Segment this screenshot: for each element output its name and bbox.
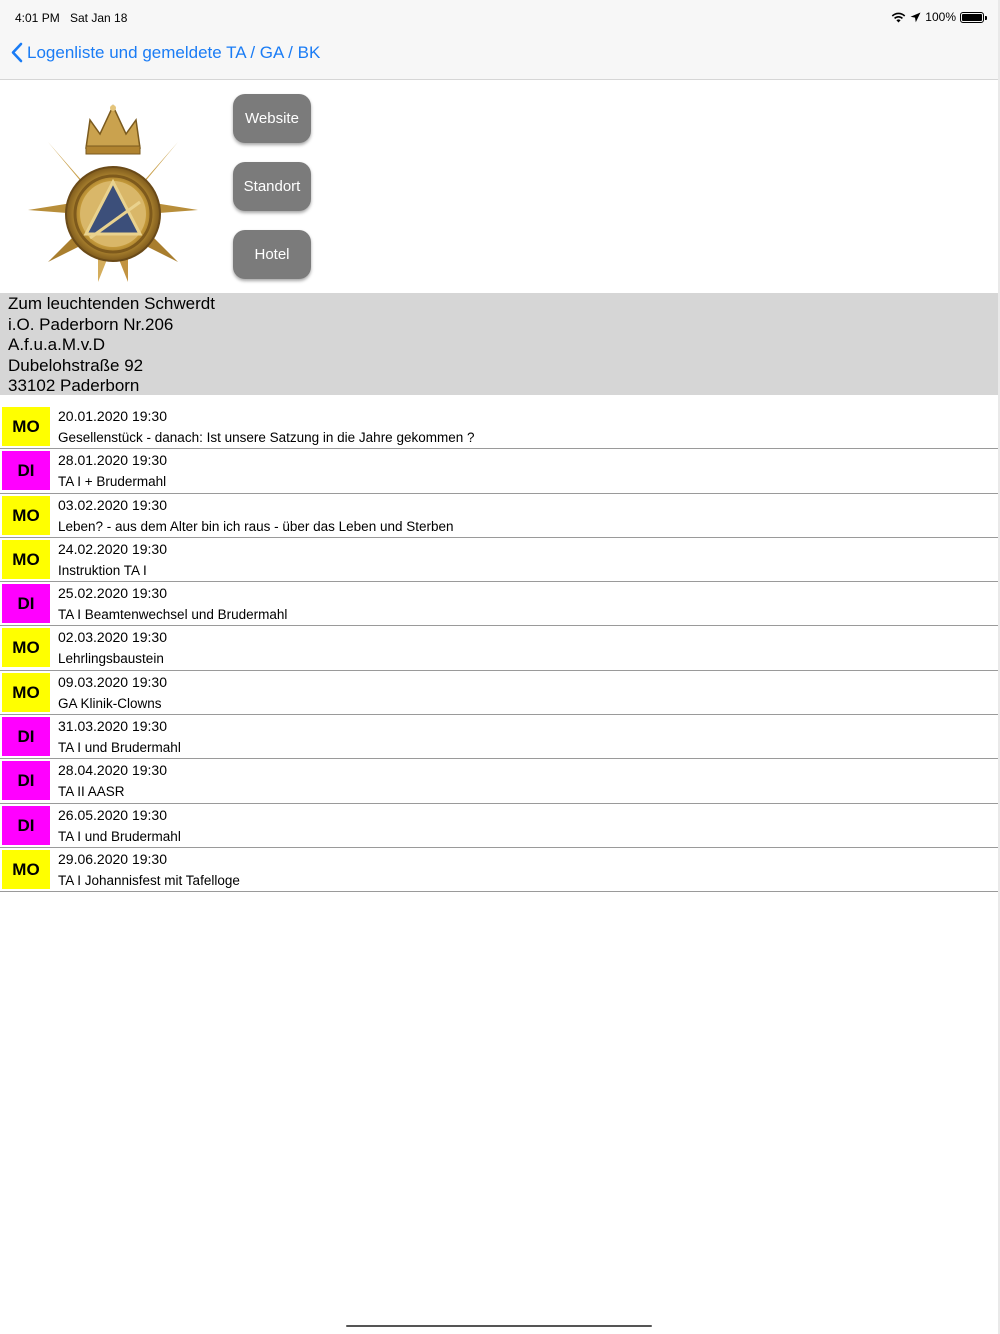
event-row[interactable] bbox=[0, 405, 998, 449]
event-description: TA I + Brudermahl bbox=[58, 474, 167, 490]
event-datetime: 26.05.2020 19:30 bbox=[58, 806, 167, 823]
event-datetime: 28.04.2020 19:30 bbox=[58, 762, 167, 779]
event-row[interactable] bbox=[0, 715, 998, 759]
status-right bbox=[891, 10, 984, 24]
weekday-badge: DI bbox=[2, 717, 50, 756]
weekday-badge: MO bbox=[2, 407, 50, 446]
event-datetime: 25.02.2020 19:30 bbox=[58, 585, 167, 602]
lodge-header bbox=[0, 80, 1000, 293]
event-datetime: 29.06.2020 19:30 bbox=[58, 850, 167, 867]
event-description: TA II AASR bbox=[58, 784, 125, 800]
event-description: Gesellenstück - danach: Ist unsere Satzung in die Jahre gekommen ? bbox=[58, 430, 475, 445]
weekday-badge: MO bbox=[2, 673, 50, 712]
event-description: TA I Johannisfest mit Tafelloge bbox=[58, 872, 240, 888]
event-description: Lehrlingsbaustein bbox=[58, 651, 164, 667]
website-button[interactable]: Website bbox=[233, 94, 311, 143]
event-row[interactable] bbox=[0, 582, 998, 626]
event-row[interactable] bbox=[0, 759, 998, 803]
event-row[interactable] bbox=[0, 804, 998, 848]
back-button-label: Logenliste und gemeldete TA / GA / BK bbox=[27, 42, 321, 62]
weekday-badge: DI bbox=[2, 584, 50, 623]
lodge-city: 33102 Paderborn bbox=[8, 376, 140, 395]
lodge-address bbox=[0, 293, 998, 395]
event-description: TA I und Brudermahl bbox=[58, 828, 181, 844]
event-row[interactable] bbox=[0, 449, 998, 493]
weekday-badge: MO bbox=[2, 540, 50, 579]
lodge-emblem-icon bbox=[28, 102, 198, 282]
event-row[interactable] bbox=[0, 671, 998, 715]
weekday-badge: MO bbox=[2, 850, 50, 889]
weekday-badge: MO bbox=[2, 628, 50, 667]
event-description: TA I Beamtenwechsel und Brudermahl bbox=[58, 607, 288, 623]
event-description: Instruktion TA I bbox=[58, 562, 147, 578]
event-datetime: 02.03.2020 19:30 bbox=[58, 629, 167, 646]
hotel-button[interactable]: Hotel bbox=[233, 230, 311, 279]
wifi-icon bbox=[891, 12, 906, 23]
event-row[interactable] bbox=[0, 538, 998, 582]
status-date: Sat Jan 18 bbox=[70, 11, 128, 25]
standort-button[interactable]: Standort bbox=[233, 162, 311, 211]
weekday-badge: MO bbox=[2, 496, 50, 535]
event-datetime: 20.01.2020 19:30 bbox=[58, 408, 167, 424]
event-description: Leben? - aus dem Alter bin ich raus - über das Leben und Sterben bbox=[58, 518, 454, 534]
weekday-badge: DI bbox=[2, 806, 50, 845]
home-indicator bbox=[346, 1325, 652, 1327]
weekday-badge: DI bbox=[2, 451, 50, 490]
battery-percent: 100% bbox=[925, 10, 956, 24]
battery-icon bbox=[960, 12, 984, 23]
chevron-left-icon bbox=[10, 42, 23, 63]
event-list bbox=[0, 405, 998, 892]
event-row[interactable] bbox=[0, 626, 998, 670]
event-datetime: 24.02.2020 19:30 bbox=[58, 540, 167, 557]
event-row[interactable] bbox=[0, 848, 998, 892]
lodge-name: Zum leuchtenden Schwerdt bbox=[8, 294, 215, 313]
event-description: GA Klinik-Clowns bbox=[58, 695, 162, 711]
event-description: TA I und Brudermahl bbox=[58, 740, 181, 756]
back-button[interactable] bbox=[10, 42, 320, 63]
navigation-bar bbox=[0, 32, 1000, 80]
weekday-badge: DI bbox=[2, 761, 50, 800]
event-datetime: 31.03.2020 19:30 bbox=[58, 718, 167, 735]
lodge-street: Dubelohstraße 92 bbox=[8, 355, 144, 375]
status-time: 4:01 PM bbox=[15, 11, 60, 25]
status-bar bbox=[0, 0, 1000, 32]
event-datetime: 28.01.2020 19:30 bbox=[58, 452, 167, 469]
lodge-organization: A.f.u.a.M.v.D bbox=[8, 335, 105, 354]
lodge-location: i.O. Paderborn Nr.206 bbox=[8, 314, 174, 334]
event-datetime: 03.02.2020 19:30 bbox=[58, 496, 167, 513]
location-icon bbox=[910, 12, 921, 23]
event-row[interactable] bbox=[0, 494, 998, 538]
event-datetime: 09.03.2020 19:30 bbox=[58, 673, 167, 690]
